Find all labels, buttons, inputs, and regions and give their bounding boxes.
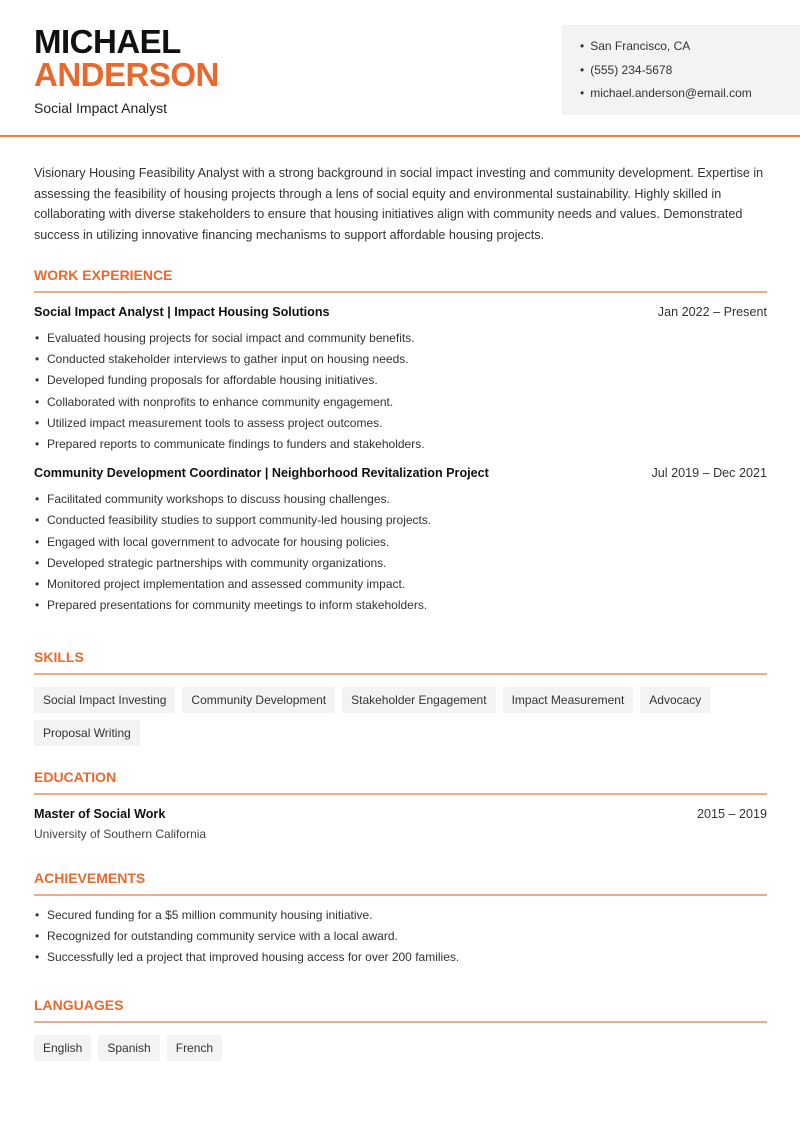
list-item: • Monitored project implementation and assessed community impact. (34, 577, 767, 598)
skill-tag: Proposal Writing (34, 720, 140, 746)
language-tag: English (34, 1035, 91, 1061)
list-item: • Prepared reports to communicate findings to funders and stakeholders. (34, 437, 767, 458)
achievements-section (34, 870, 767, 972)
language-tag: French (167, 1035, 222, 1061)
list-item: • Recognized for outstanding community service with a local award. (34, 929, 767, 950)
skill-tag: Stakeholder Engagement (342, 687, 495, 713)
contact-email: • michael.anderson@email.com (580, 86, 800, 110)
job-date: Jan 2022 – Present (657, 305, 767, 319)
list-item: • Successfully led a project that improved housing access for over 200 families. (34, 950, 767, 971)
last-name: ANDERSON (34, 56, 219, 93)
section-title: LANGUAGES (34, 997, 767, 1023)
list-item: • Developed strategic partnerships with community organizations. (34, 556, 767, 577)
section-title: ACHIEVEMENTS (34, 870, 767, 896)
job-entry (34, 466, 767, 619)
list-item: • Collaborated with nonprofits to enhance community engagement. (34, 395, 767, 416)
education-section (34, 769, 767, 841)
education-date: 2015 – 2019 (696, 807, 767, 821)
job-role: Social Impact Analyst (34, 100, 168, 116)
work-section (34, 267, 767, 627)
list-item: • Conducted stakeholder interviews to gather input on housing needs. (34, 352, 767, 373)
list-item: • Evaluated housing projects for social impact and community benefits. (34, 331, 767, 352)
section-title: SKILLS (34, 649, 767, 675)
section-title: WORK EXPERIENCE (34, 267, 767, 293)
job-title: Community Development Coordinator | Neighborhood Revitalization Project (34, 466, 489, 481)
job-title: Social Impact Analyst | Impact Housing Solutions (34, 305, 330, 319)
list-item: • Developed funding proposals for affordable housing initiatives. (34, 373, 767, 394)
skill-tag: Social Impact Investing (34, 687, 175, 713)
job-date: Jul 2019 – Dec 2021 (651, 466, 767, 481)
contact-box (562, 25, 800, 115)
contact-phone: • (555) 234-5678 (580, 63, 800, 87)
summary: Visionary Housing Feasibility Analyst with a strong background in social impact investing and community development. Expertise in assessing the feasibility of housing projects through a lens of social equity and environmental sustainability. Highly skilled in collaborating with diverse stakeholders to ensure that housing initiatives align with community needs and values. Demonstrated success in utilizing innovative financing mechanisms to support affordable housing projects. (34, 166, 764, 243)
first-name: MICHAEL (34, 23, 181, 60)
section-title: EDUCATION (34, 769, 767, 795)
list-item: • Secured funding for a $5 million community housing initiative. (34, 908, 767, 929)
job-entry (34, 305, 767, 458)
list-item: • Conducted feasibility studies to support community-led housing projects. (34, 513, 767, 534)
degree: Master of Social Work (34, 807, 166, 821)
resume-header (0, 0, 800, 137)
school: University of Southern California (34, 827, 207, 841)
skill-tag: Impact Measurement (503, 687, 634, 713)
contact-location: • San Francisco, CA (580, 39, 800, 63)
list-item: • Facilitated community workshops to discuss housing challenges. (34, 492, 767, 513)
skills-section (34, 649, 767, 746)
list-item: • Engaged with local government to advocate for housing policies. (34, 535, 767, 556)
skill-tag: Advocacy (640, 687, 710, 713)
skill-tag: Community Development (182, 687, 335, 713)
languages-section (34, 997, 767, 1061)
list-item: • Prepared presentations for community meetings to inform stakeholders. (34, 598, 767, 619)
language-tag: Spanish (98, 1035, 159, 1061)
list-item: • Utilized impact measurement tools to assess project outcomes. (34, 416, 767, 437)
